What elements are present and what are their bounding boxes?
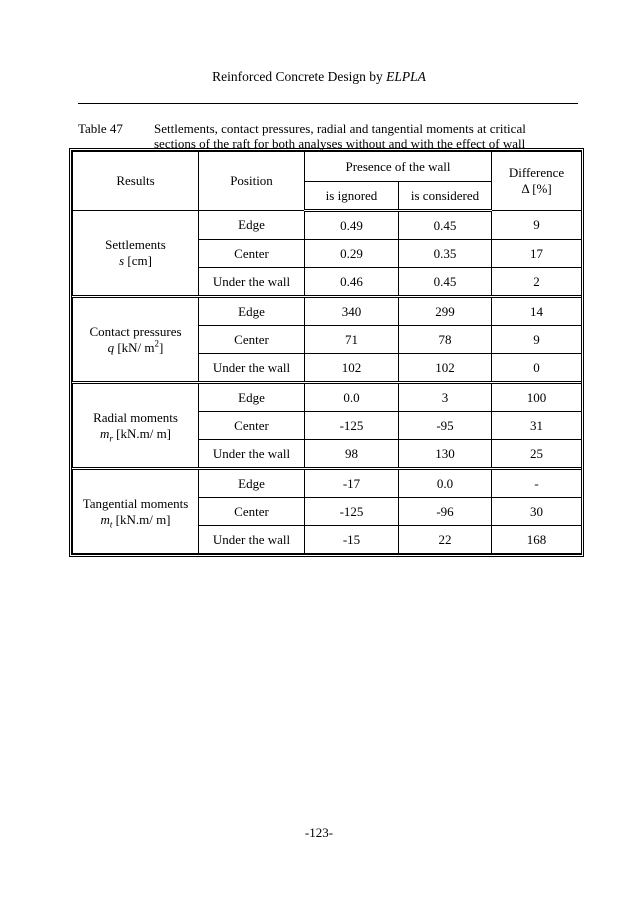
cell-considered: 3 bbox=[399, 383, 492, 412]
header-title: Reinforced Concrete Design by bbox=[212, 69, 387, 84]
cell-difference: 17 bbox=[492, 240, 582, 268]
header-results: Results bbox=[73, 152, 199, 211]
cell-difference: 9 bbox=[492, 326, 582, 354]
cell-position: Center bbox=[199, 498, 305, 526]
cell-position: Under the wall bbox=[199, 526, 305, 554]
header-rule bbox=[78, 103, 578, 104]
table-number: Table 47 bbox=[78, 121, 123, 136]
group-unit-text: [kN/ m bbox=[114, 339, 155, 355]
cell-considered: 102 bbox=[399, 354, 492, 383]
group-symbol-sub: r bbox=[109, 433, 113, 444]
cell-ignored: 0.0 bbox=[305, 383, 399, 412]
cell-ignored: 340 bbox=[305, 297, 399, 326]
group-unit bbox=[73, 253, 198, 269]
cell-considered: 0.45 bbox=[399, 211, 492, 240]
table-row bbox=[73, 469, 582, 498]
cell-difference: 168 bbox=[492, 526, 582, 554]
cell-difference: 25 bbox=[492, 440, 582, 469]
group-label-settlements bbox=[73, 211, 199, 297]
group-label-radial-moments bbox=[73, 383, 199, 469]
cell-position: Under the wall bbox=[199, 440, 305, 469]
group-title: Contact pressures bbox=[89, 323, 182, 339]
cell-considered: 0.45 bbox=[399, 268, 492, 297]
caption-line-2: sections of the raft for both analyses without and with the effect of wall bbox=[154, 136, 526, 151]
table-row bbox=[73, 383, 582, 412]
header-presence: Presence of the wall bbox=[305, 152, 492, 182]
cell-position: Edge bbox=[199, 211, 305, 240]
header-difference bbox=[492, 152, 582, 211]
cell-difference: - bbox=[492, 469, 582, 498]
table-row bbox=[73, 297, 582, 326]
header-ignored: is ignored bbox=[305, 182, 399, 211]
cell-ignored: 102 bbox=[305, 354, 399, 383]
cell-position: Center bbox=[199, 240, 305, 268]
cell-position: Edge bbox=[199, 297, 305, 326]
cell-ignored: -125 bbox=[305, 412, 399, 440]
cell-considered: 299 bbox=[399, 297, 492, 326]
cell-difference: 0 bbox=[492, 354, 582, 383]
group-symbol: m bbox=[100, 511, 110, 527]
cell-difference: 9 bbox=[492, 211, 582, 240]
group-unit-end: ] bbox=[159, 339, 164, 355]
cell-ignored: 0.49 bbox=[305, 211, 399, 240]
cell-ignored: 0.29 bbox=[305, 240, 399, 268]
cell-ignored: 0.46 bbox=[305, 268, 399, 297]
cell-position: Center bbox=[199, 412, 305, 440]
group-unit-text: [cm] bbox=[124, 253, 152, 268]
group-symbol: s bbox=[119, 253, 125, 268]
group-symbol-sub: t bbox=[109, 519, 113, 530]
cell-position: Edge bbox=[199, 469, 305, 498]
table-caption-text bbox=[154, 121, 584, 151]
cell-difference: 2 bbox=[492, 268, 582, 297]
header-difference-label: Difference bbox=[508, 165, 565, 180]
cell-considered: 78 bbox=[399, 326, 492, 354]
group-label-tangential-moments bbox=[73, 469, 199, 554]
cell-difference: 31 bbox=[492, 412, 582, 440]
running-header bbox=[0, 69, 638, 85]
header-difference-unit: Δ [%] bbox=[521, 181, 552, 196]
cell-ignored: -17 bbox=[305, 469, 399, 498]
group-unit bbox=[73, 512, 198, 528]
cell-ignored: 98 bbox=[305, 440, 399, 469]
cell-position: Under the wall bbox=[199, 268, 305, 297]
cell-ignored: 71 bbox=[305, 326, 399, 354]
caption-line-1: Settlements, contact pressures, radial and tangential moments at critical bbox=[154, 121, 526, 136]
cell-difference: 100 bbox=[492, 383, 582, 412]
cell-difference: 14 bbox=[492, 297, 582, 326]
group-title: Radial moments bbox=[93, 409, 178, 425]
group-unit-text: [kN.m/ m] bbox=[112, 425, 172, 441]
cell-ignored: -125 bbox=[305, 498, 399, 526]
header-considered: is considered bbox=[399, 182, 492, 211]
group-unit bbox=[73, 426, 198, 442]
cell-considered: 22 bbox=[399, 526, 492, 554]
group-unit bbox=[73, 340, 198, 356]
group-title: Settlements bbox=[105, 237, 166, 252]
cell-considered: -95 bbox=[399, 412, 492, 440]
group-symbol: m bbox=[99, 425, 110, 441]
cell-considered: 0.0 bbox=[399, 469, 492, 498]
header-position: Position bbox=[199, 152, 305, 211]
group-unit-sup: 2 bbox=[154, 338, 160, 349]
cell-position: Edge bbox=[199, 383, 305, 412]
cell-considered: 0.35 bbox=[399, 240, 492, 268]
header-title-italic: ELPLA bbox=[386, 69, 426, 84]
group-title: Tangential moments bbox=[82, 495, 189, 511]
results-table-frame bbox=[69, 148, 584, 557]
cell-considered: 130 bbox=[399, 440, 492, 469]
cell-considered: -96 bbox=[399, 498, 492, 526]
cell-position: Center bbox=[199, 326, 305, 354]
cell-ignored: -15 bbox=[305, 526, 399, 554]
group-label-contact-pressures bbox=[73, 297, 199, 383]
group-unit-text: [kN.m/ m] bbox=[112, 511, 171, 527]
cell-difference: 30 bbox=[492, 498, 582, 526]
table-row bbox=[73, 211, 582, 240]
results-table bbox=[72, 151, 582, 554]
page-number: -123- bbox=[304, 825, 334, 840]
group-symbol: q bbox=[107, 339, 115, 355]
cell-position: Under the wall bbox=[199, 354, 305, 383]
